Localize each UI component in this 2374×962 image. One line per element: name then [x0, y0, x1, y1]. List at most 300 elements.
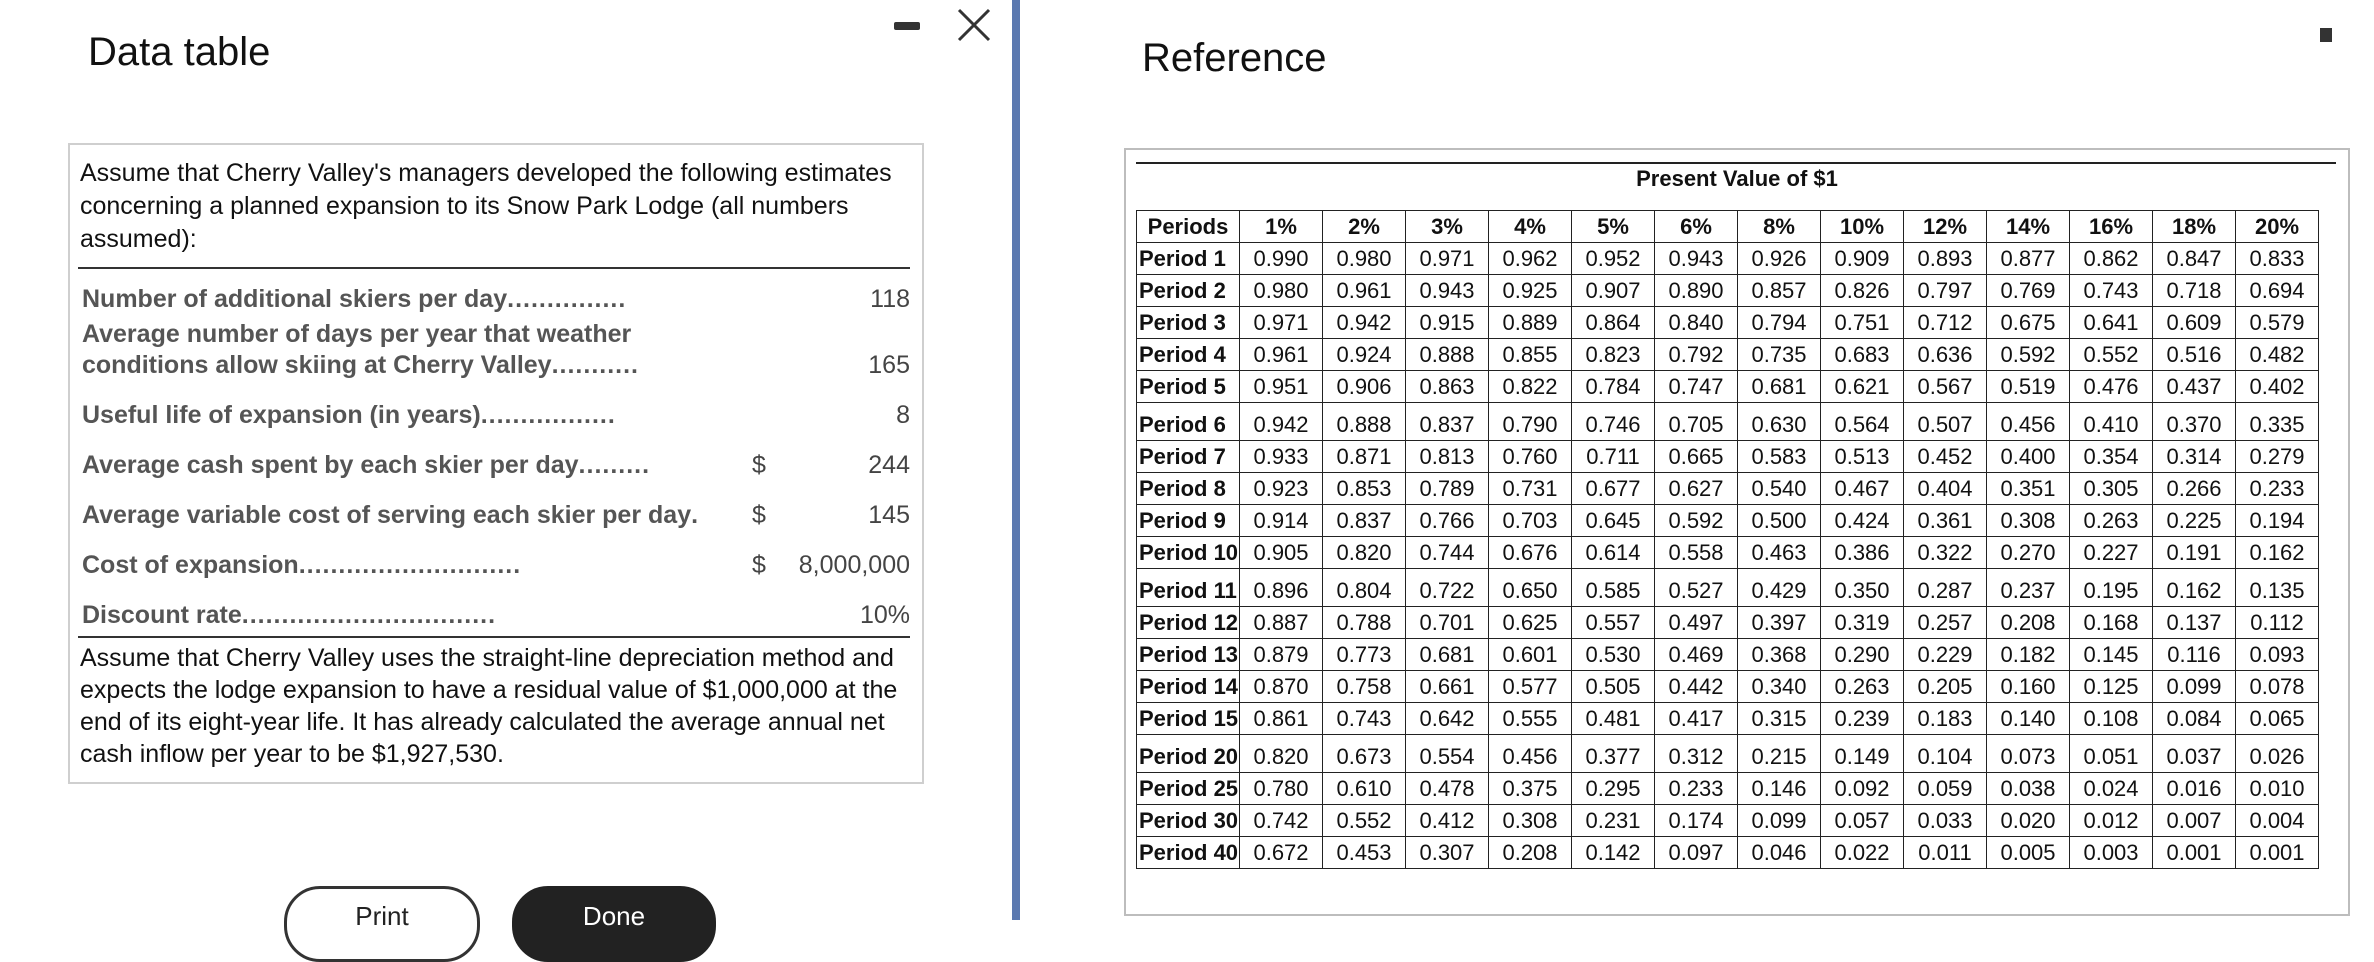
pv-factor-cell: 0.889	[1489, 307, 1572, 339]
pv-factor-cell: 0.744	[1406, 537, 1489, 569]
table-row	[1137, 735, 2319, 773]
minimize-icon[interactable]	[2320, 28, 2332, 42]
header-rate: 3%	[1406, 211, 1489, 243]
pv-factor-cell: 0.010	[2236, 773, 2319, 805]
pv-factor-cell: 0.579	[2236, 307, 2319, 339]
pv-factor-cell: 0.059	[1904, 773, 1987, 805]
pv-factor-cell: 0.012	[2070, 805, 2153, 837]
pv-factor-cell: 0.231	[1572, 805, 1655, 837]
pv-factor-cell: 0.609	[2153, 307, 2236, 339]
pv-factor-cell: 0.893	[1904, 243, 1987, 275]
dialog-title: Data table	[88, 30, 271, 74]
pv-factor-cell: 0.980	[1240, 275, 1323, 307]
table-row	[1137, 371, 2319, 403]
pv-factor-cell: 0.888	[1323, 403, 1406, 441]
pv-factor-cell: 0.319	[1821, 607, 1904, 639]
pv-factor-cell: 0.853	[1323, 473, 1406, 505]
pv-factor-cell: 0.500	[1738, 505, 1821, 537]
value: 244	[868, 451, 910, 479]
pv-factor-cell: 0.237	[1987, 569, 2070, 607]
pv-factor-cell: 0.456	[1987, 403, 2070, 441]
pv-factor-cell: 0.361	[1904, 505, 1987, 537]
pv-factor-cell: 0.208	[1987, 607, 2070, 639]
pv-factor-cell: 0.925	[1489, 275, 1572, 307]
pv-factor-cell: 0.377	[1572, 735, 1655, 773]
pv-factor-cell: 0.906	[1323, 371, 1406, 403]
pv-factor-cell: 0.530	[1572, 639, 1655, 671]
period-label: Period 40	[1137, 837, 1240, 869]
pv-factor-cell: 0.557	[1572, 607, 1655, 639]
header-rate: 16%	[2070, 211, 2153, 243]
pv-factor-cell: 0.962	[1489, 243, 1572, 275]
pv-factor-cell: 0.033	[1904, 805, 1987, 837]
header-rate: 6%	[1655, 211, 1738, 243]
pv-factor-cell: 0.505	[1572, 671, 1655, 703]
pv-factor-cell: 0.555	[1489, 703, 1572, 735]
period-label: Period 7	[1137, 441, 1240, 473]
pv-factor-cell: 0.315	[1738, 703, 1821, 735]
pv-factor-cell: 0.722	[1406, 569, 1489, 607]
pv-factor-cell: 0.229	[1904, 639, 1987, 671]
pv-factor-cell: 0.225	[2153, 505, 2236, 537]
pv-factor-cell: 0.402	[2236, 371, 2319, 403]
pv-factor-cell: 0.661	[1406, 671, 1489, 703]
pv-factor-cell: 0.146	[1738, 773, 1821, 805]
pv-factor-cell: 0.677	[1572, 473, 1655, 505]
header-rate: 5%	[1572, 211, 1655, 243]
intro-text: Assume that Cherry Valley's managers developed the following estimates concerning a planned expansion to its Snow Park Lodge (all numbers assumed):	[80, 159, 892, 253]
table-row	[1137, 837, 2319, 869]
pv-factor-cell: 0.305	[2070, 473, 2153, 505]
present-value-table-frame	[1124, 148, 2350, 916]
pv-factor-cell: 0.266	[2153, 473, 2236, 505]
dollar-sign: $	[752, 501, 766, 529]
pv-factor-cell: 0.961	[1323, 275, 1406, 307]
pv-factor-cell: 0.108	[2070, 703, 2153, 735]
pv-factor-cell: 0.788	[1323, 607, 1406, 639]
table-row	[1137, 703, 2319, 735]
pv-factor-cell: 0.065	[2236, 703, 2319, 735]
pv-factor-cell: 0.001	[2236, 837, 2319, 869]
print-button[interactable]: Print	[284, 886, 480, 962]
pv-factor-cell: 0.270	[1987, 537, 2070, 569]
header-rate: 8%	[1738, 211, 1821, 243]
pv-factor-cell: 0.705	[1655, 403, 1738, 441]
pv-factor-cell: 0.312	[1655, 735, 1738, 773]
header-rate: 12%	[1904, 211, 1987, 243]
pv-factor-cell: 0.519	[1987, 371, 2070, 403]
value: 165	[868, 351, 910, 379]
pv-factor-cell: 0.142	[1572, 837, 1655, 869]
pv-factor-cell: 0.174	[1655, 805, 1738, 837]
pv-factor-cell: 0.516	[2153, 339, 2236, 371]
pv-factor-cell: 0.208	[1489, 837, 1572, 869]
pv-factor-cell: 0.735	[1738, 339, 1821, 371]
pv-factor-cell: 0.340	[1738, 671, 1821, 703]
pv-factor-cell: 0.257	[1904, 607, 1987, 639]
pv-factor-cell: 0.942	[1323, 307, 1406, 339]
pv-factor-cell: 0.227	[2070, 537, 2153, 569]
pv-factor-cell: 0.437	[2153, 371, 2236, 403]
table-row	[1137, 639, 2319, 671]
period-label: Period 14	[1137, 671, 1240, 703]
header-rate: 2%	[1323, 211, 1406, 243]
pv-factor-cell: 0.961	[1240, 339, 1323, 371]
pv-factor-cell: 0.943	[1406, 275, 1489, 307]
value: 118	[870, 285, 910, 313]
pv-factor-cell: 0.558	[1655, 537, 1738, 569]
value: 145	[868, 501, 910, 529]
table-row	[1137, 569, 2319, 607]
pv-factor-cell: 0.004	[2236, 805, 2319, 837]
pv-factor-cell: 0.747	[1655, 371, 1738, 403]
pv-factor-cell: 0.915	[1406, 307, 1489, 339]
pv-factor-cell: 0.926	[1738, 243, 1821, 275]
pv-factor-cell: 0.758	[1323, 671, 1406, 703]
period-label: Period 20	[1137, 735, 1240, 773]
pv-factor-cell: 0.642	[1406, 703, 1489, 735]
pv-factor-cell: 0.335	[2236, 403, 2319, 441]
pv-factor-cell: 0.097	[1655, 837, 1738, 869]
pv-factor-cell: 0.951	[1240, 371, 1323, 403]
pv-factor-cell: 0.001	[2153, 837, 2236, 869]
pv-factor-cell: 0.890	[1655, 275, 1738, 307]
pv-factor-cell: 0.552	[1323, 805, 1406, 837]
pv-factor-cell: 0.636	[1904, 339, 1987, 371]
pv-factor-cell: 0.137	[2153, 607, 2236, 639]
pv-factor-cell: 0.099	[1738, 805, 1821, 837]
pv-factor-cell: 0.073	[1987, 735, 2070, 773]
pv-factor-cell: 0.864	[1572, 307, 1655, 339]
pv-factor-cell: 0.610	[1323, 773, 1406, 805]
pv-factor-cell: 0.743	[1323, 703, 1406, 735]
pv-factor-cell: 0.879	[1240, 639, 1323, 671]
pv-factor-cell: 0.513	[1821, 441, 1904, 473]
pv-factor-cell: 0.887	[1240, 607, 1323, 639]
pv-factor-cell: 0.469	[1655, 639, 1738, 671]
pv-factor-cell: 0.907	[1572, 275, 1655, 307]
pv-factor-cell: 0.168	[2070, 607, 2153, 639]
pv-factor-cell: 0.592	[1987, 339, 2070, 371]
table-row	[1137, 473, 2319, 505]
value: 10%	[859, 601, 910, 629]
pv-factor-cell: 0.099	[2153, 671, 2236, 703]
period-label: Period 11	[1137, 569, 1240, 607]
pv-factor-cell: 0.743	[2070, 275, 2153, 307]
pv-factor-cell: 0.861	[1240, 703, 1323, 735]
pv-factor-cell: 0.813	[1406, 441, 1489, 473]
pv-factor-cell: 0.140	[1987, 703, 2070, 735]
pv-factor-cell: 0.442	[1655, 671, 1738, 703]
period-label: Period 1	[1137, 243, 1240, 275]
pv-factor-cell: 0.552	[2070, 339, 2153, 371]
period-label: Period 30	[1137, 805, 1240, 837]
pv-factor-cell: 0.046	[1738, 837, 1821, 869]
pv-factor-cell: 0.914	[1240, 505, 1323, 537]
pv-factor-cell: 0.971	[1240, 307, 1323, 339]
period-label: Period 6	[1137, 403, 1240, 441]
data-row-variable-cost: Average variable cost of serving each skier per day. $ 145	[82, 501, 910, 529]
pv-factor-cell: 0.116	[2153, 639, 2236, 671]
pv-factor-cell: 0.794	[1738, 307, 1821, 339]
pv-factor-cell: 0.370	[2153, 403, 2236, 441]
pv-factor-cell: 0.601	[1489, 639, 1572, 671]
pv-factor-cell: 0.093	[2236, 639, 2319, 671]
divider	[1136, 162, 2336, 164]
pv-factor-cell: 0.092	[1821, 773, 1904, 805]
pv-factor-cell: 0.183	[1904, 703, 1987, 735]
pv-factor-cell: 0.007	[2153, 805, 2236, 837]
pv-factor-cell: 0.990	[1240, 243, 1323, 275]
pv-factor-cell: 0.022	[1821, 837, 1904, 869]
reference-title: Reference	[1142, 36, 1327, 80]
pv-factor-cell: 0.011	[1904, 837, 1987, 869]
pv-factor-cell: 0.896	[1240, 569, 1323, 607]
divider	[78, 636, 910, 638]
pv-factor-cell: 0.621	[1821, 371, 1904, 403]
pv-factor-cell: 0.078	[2236, 671, 2319, 703]
reference-panel	[1020, 0, 2374, 920]
pv-factor-cell: 0.567	[1904, 371, 1987, 403]
pv-factor-cell: 0.554	[1406, 735, 1489, 773]
period-label: Period 13	[1137, 639, 1240, 671]
pv-factor-cell: 0.694	[2236, 275, 2319, 307]
pv-factor-cell: 0.862	[2070, 243, 2153, 275]
period-label: Period 5	[1137, 371, 1240, 403]
data-row-useful-life: Useful life of expansion (in years)................. 8	[82, 401, 910, 429]
pv-factor-cell: 0.888	[1406, 339, 1489, 371]
pv-factor-cell: 0.837	[1406, 403, 1489, 441]
pv-factor-cell: 0.585	[1572, 569, 1655, 607]
pv-factor-cell: 0.909	[1821, 243, 1904, 275]
pv-factor-cell: 0.751	[1821, 307, 1904, 339]
pv-factor-cell: 0.452	[1904, 441, 1987, 473]
pv-factor-cell: 0.592	[1655, 505, 1738, 537]
pv-factor-cell: 0.583	[1738, 441, 1821, 473]
header-rate: 4%	[1489, 211, 1572, 243]
table-row	[1137, 805, 2319, 837]
pv-factor-cell: 0.290	[1821, 639, 1904, 671]
pv-factor-cell: 0.789	[1406, 473, 1489, 505]
pv-factor-cell: 0.672	[1240, 837, 1323, 869]
pv-factor-cell: 0.645	[1572, 505, 1655, 537]
pv-factor-cell: 0.650	[1489, 569, 1572, 607]
pv-factor-cell: 0.481	[1572, 703, 1655, 735]
pv-factor-cell: 0.823	[1572, 339, 1655, 371]
pv-factor-cell: 0.084	[2153, 703, 2236, 735]
pv-factor-cell: 0.191	[2153, 537, 2236, 569]
pv-factor-cell: 0.746	[1572, 403, 1655, 441]
table-header-row	[1137, 211, 2319, 243]
pv-factor-cell: 0.429	[1738, 569, 1821, 607]
pv-factor-cell: 0.820	[1323, 537, 1406, 569]
pv-factor-cell: 0.673	[1323, 735, 1406, 773]
period-label: Period 12	[1137, 607, 1240, 639]
pv-factor-cell: 0.287	[1904, 569, 1987, 607]
pv-factor-cell: 0.233	[2236, 473, 2319, 505]
pv-factor-cell: 0.125	[2070, 671, 2153, 703]
pv-factor-cell: 0.630	[1738, 403, 1821, 441]
pv-factor-cell: 0.308	[1987, 505, 2070, 537]
pv-factor-cell: 0.182	[1987, 639, 2070, 671]
pv-factor-cell: 0.463	[1738, 537, 1821, 569]
pv-factor-cell: 0.322	[1904, 537, 1987, 569]
pv-factor-cell: 0.239	[1821, 703, 1904, 735]
pv-factor-cell: 0.923	[1240, 473, 1323, 505]
pv-factor-cell: 0.410	[2070, 403, 2153, 441]
pv-factor-cell: 0.003	[2070, 837, 2153, 869]
period-label: Period 2	[1137, 275, 1240, 307]
pv-factor-cell: 0.375	[1489, 773, 1572, 805]
pv-factor-cell: 0.038	[1987, 773, 2070, 805]
pv-factor-cell: 0.980	[1323, 243, 1406, 275]
minimize-icon[interactable]	[894, 22, 920, 30]
pv-factor-cell: 0.780	[1240, 773, 1323, 805]
pv-factor-cell: 0.952	[1572, 243, 1655, 275]
pv-factor-cell: 0.453	[1323, 837, 1406, 869]
table-title: Present Value of $1	[1636, 166, 1838, 191]
table-row	[1137, 537, 2319, 569]
pv-factor-cell: 0.804	[1323, 569, 1406, 607]
data-row-days-line1: Average number of days per year that weather	[82, 320, 632, 348]
pv-factor-cell: 0.005	[1987, 837, 2070, 869]
assumption-text: Assume that Cherry Valley uses the straight-line depreciation method and expects the lodge expansion to have a residual value of $1,000,000 at the end of its eight-year life. It has already calculated the average annual net cash inflow per year to be $1,927,530.	[80, 644, 898, 768]
close-icon[interactable]	[955, 6, 993, 44]
table-row	[1137, 671, 2319, 703]
pv-factor-cell: 0.769	[1987, 275, 2070, 307]
pv-factor-cell: 0.681	[1406, 639, 1489, 671]
pv-factor-cell: 0.731	[1489, 473, 1572, 505]
data-table-dialog	[0, 0, 1012, 931]
pv-factor-cell: 0.681	[1738, 371, 1821, 403]
pv-factor-cell: 0.840	[1655, 307, 1738, 339]
pv-factor-cell: 0.676	[1489, 537, 1572, 569]
pv-factor-cell: 0.790	[1489, 403, 1572, 441]
pv-factor-cell: 0.412	[1406, 805, 1489, 837]
pv-factor-cell: 0.540	[1738, 473, 1821, 505]
table-row	[1137, 339, 2319, 371]
pv-factor-cell: 0.627	[1655, 473, 1738, 505]
pv-factor-cell: 0.368	[1738, 639, 1821, 671]
pv-factor-cell: 0.870	[1240, 671, 1323, 703]
pv-factor-cell: 0.718	[2153, 275, 2236, 307]
data-row-skiers: Number of additional skiers per day............... 118	[82, 285, 910, 313]
pv-factor-cell: 0.279	[2236, 441, 2319, 473]
pv-factor-cell: 0.482	[2236, 339, 2319, 371]
pv-factor-cell: 0.205	[1904, 671, 1987, 703]
pv-factor-cell: 0.024	[2070, 773, 2153, 805]
header-rate: 10%	[1821, 211, 1904, 243]
pv-factor-cell: 0.675	[1987, 307, 2070, 339]
pv-factor-cell: 0.625	[1489, 607, 1572, 639]
dollar-sign: $	[752, 451, 766, 479]
pv-factor-cell: 0.826	[1821, 275, 1904, 307]
pv-factor-cell: 0.863	[1406, 371, 1489, 403]
pv-factor-cell: 0.307	[1406, 837, 1489, 869]
pv-factor-cell: 0.857	[1738, 275, 1821, 307]
data-row-discount-rate: Discount rate................................ 10%	[82, 601, 910, 629]
pv-factor-cell: 0.314	[2153, 441, 2236, 473]
pv-factor-cell: 0.742	[1240, 805, 1323, 837]
pv-factor-cell: 0.162	[2153, 569, 2236, 607]
period-label: Period 15	[1137, 703, 1240, 735]
header-rate: 20%	[2236, 211, 2319, 243]
pv-factor-cell: 0.855	[1489, 339, 1572, 371]
pv-factor-cell: 0.215	[1738, 735, 1821, 773]
pv-factor-cell: 0.701	[1406, 607, 1489, 639]
header-rate: 1%	[1240, 211, 1323, 243]
pv-factor-cell: 0.016	[2153, 773, 2236, 805]
pv-factor-cell: 0.497	[1655, 607, 1738, 639]
pv-factor-cell: 0.160	[1987, 671, 2070, 703]
pv-factor-cell: 0.527	[1655, 569, 1738, 607]
header-periods: Periods	[1137, 211, 1240, 243]
header-rate: 18%	[2153, 211, 2236, 243]
pv-factor-cell: 0.351	[1987, 473, 2070, 505]
divider	[78, 267, 910, 269]
pv-factor-cell: 0.233	[1655, 773, 1738, 805]
table-row	[1137, 607, 2319, 639]
period-label: Period 3	[1137, 307, 1240, 339]
data-table-content	[68, 143, 924, 784]
pv-factor-cell: 0.162	[2236, 537, 2319, 569]
pv-factor-cell: 0.942	[1240, 403, 1323, 441]
table-row	[1137, 403, 2319, 441]
done-button[interactable]: Done	[512, 886, 716, 962]
pv-factor-cell: 0.112	[2236, 607, 2319, 639]
value: 8	[896, 401, 910, 429]
pv-factor-cell: 0.641	[2070, 307, 2153, 339]
pv-factor-cell: 0.194	[2236, 505, 2319, 537]
pv-factor-cell: 0.037	[2153, 735, 2236, 773]
pv-factor-cell: 0.564	[1821, 403, 1904, 441]
pv-factor-cell: 0.135	[2236, 569, 2319, 607]
data-row-cost-expansion: Cost of expansion............................ $ 8,000,000	[82, 551, 910, 579]
pv-factor-cell: 0.404	[1904, 473, 1987, 505]
pv-factor-cell: 0.614	[1572, 537, 1655, 569]
pv-factor-cell: 0.354	[2070, 441, 2153, 473]
pv-factor-cell: 0.456	[1489, 735, 1572, 773]
window-divider	[1012, 0, 1020, 920]
pv-factor-cell: 0.057	[1821, 805, 1904, 837]
pv-factor-cell: 0.833	[2236, 243, 2319, 275]
table-row	[1137, 505, 2319, 537]
table-row	[1137, 307, 2319, 339]
pv-factor-cell: 0.766	[1406, 505, 1489, 537]
pv-factor-cell: 0.020	[1987, 805, 2070, 837]
pv-factor-cell: 0.971	[1406, 243, 1489, 275]
pv-factor-cell: 0.145	[2070, 639, 2153, 671]
pv-factor-cell: 0.104	[1904, 735, 1987, 773]
present-value-table	[1136, 210, 2319, 869]
period-label: Period 4	[1137, 339, 1240, 371]
pv-factor-cell: 0.712	[1904, 307, 1987, 339]
pv-factor-cell: 0.703	[1489, 505, 1572, 537]
header-rate: 14%	[1987, 211, 2070, 243]
dollar-sign: $	[752, 551, 766, 579]
table-row	[1137, 275, 2319, 307]
pv-factor-cell: 0.476	[2070, 371, 2153, 403]
pv-factor-cell: 0.263	[1821, 671, 1904, 703]
pv-factor-cell: 0.263	[2070, 505, 2153, 537]
pv-factor-cell: 0.784	[1572, 371, 1655, 403]
pv-factor-cell: 0.797	[1904, 275, 1987, 307]
pv-factor-cell: 0.933	[1240, 441, 1323, 473]
pv-factor-cell: 0.051	[2070, 735, 2153, 773]
pv-factor-cell: 0.507	[1904, 403, 1987, 441]
pv-factor-cell: 0.847	[2153, 243, 2236, 275]
pv-factor-cell: 0.837	[1323, 505, 1406, 537]
